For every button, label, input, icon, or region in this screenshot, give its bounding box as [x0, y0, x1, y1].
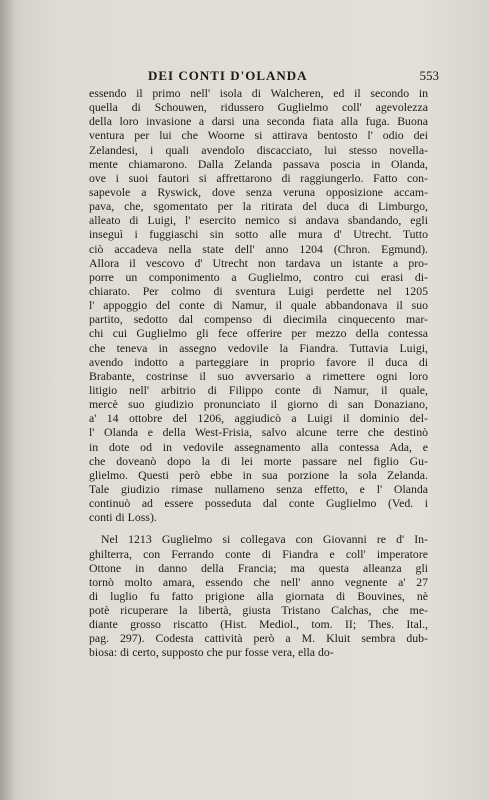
paragraph-gap — [89, 524, 428, 532]
text-line: conti di Loss). — [89, 510, 157, 525]
text-line: l' Olanda e della West-Frisia, salvo alcune terre che destinò — [89, 425, 428, 440]
text-line: Ottone in danno della Francia; ma questa alleanza gli — [89, 560, 428, 575]
running-title: DEI CONTI D'OLANDA — [148, 68, 308, 83]
text-line: pag. 297). Codesta cattività però a M. Kluit sembra dub- — [89, 631, 428, 646]
text-line: alleato di Luigi, l' esercito nemico si andava sbandando, egli — [89, 213, 428, 228]
text-line: ventura per lui che Woorne si attirava bentosto l' odio dei — [89, 128, 428, 143]
text-line: ghilterra, con Ferrando conte di Fiandra e coll' imperatore — [89, 546, 428, 561]
text-line: a' 14 ottobre del 1206, aggiudicò a Luigi il dominio del- — [89, 411, 428, 426]
text-line: chiarato. Per colmo di sventura Luigi perdette nel 1205 — [89, 283, 428, 298]
text-line: sapevole a Ryswick, dove senza veruna opposizione accam- — [89, 184, 428, 199]
text-line: diante grosso riscatto (Hist. Mediol., tom. II; Thes. Ital., — [89, 617, 428, 632]
text-line: ove i suoi fautori si affrettarono di raggiungerlo. Fatto con- — [89, 170, 428, 185]
text-line: Zelandesi, i quali avendolo discacciato, lui stesso novella- — [89, 142, 428, 157]
text-line: Brabante, costrinse il suo avversario a rimettere ogni loro — [89, 368, 428, 383]
text-line: in dote od in vedovile assegnamento alla contessa Ada, e — [89, 439, 428, 454]
text-line: Nel 1213 Guglielmo si collegava con Giovanni re d' In- — [101, 532, 428, 547]
text-line: che teneva in assegno vedovile la Fiandra. Tuttavia Luigi, — [89, 340, 428, 355]
text-line: che doveanò dopo la di lei morte passare nel figlio Gu- — [89, 453, 428, 468]
text-line: l' appoggio del conte di Namur, il quale abbandonava il suo — [89, 298, 428, 313]
text-line: pava, che, sgomentato per la ritirata del duca di Limburgo, — [89, 199, 428, 214]
text-line: chi cui Guglielmo gli fece offerire per mezzo della contessa — [89, 326, 428, 341]
page-body — [89, 86, 428, 660]
text-line: litigio nell' arbitrio di Filippo conte di Namur, il quale, — [89, 382, 428, 397]
text-line: glielmo. Questi però ebbe in sua porzione la sola Zelanda. — [89, 467, 428, 482]
text-line: partito, sedotto dal compenso di diecimila cinquecento mar- — [89, 312, 428, 327]
text-line: mente chiamarono. Dalla Zelanda passava poscia in Olanda, — [89, 156, 428, 171]
running-header — [90, 68, 439, 88]
text-line: ciò accadeva nella state dell' anno 1204 (Chron. Egmund). — [89, 241, 428, 256]
text-line: essendo il primo nell' isola di Walcheren, ed il secondo in — [89, 86, 428, 100]
text-line: di luglio fu fatto prigione alla giornata di Bouvines, nè — [89, 588, 428, 603]
paragraph — [89, 532, 428, 659]
text-line: inseguì i fuggiaschi sin sotto alle mura d' Utrecht. Tutto — [89, 227, 428, 242]
binding-shadow — [0, 0, 18, 800]
text-line: biosa: di certo, supposto che pur fosse vera, ella do- — [89, 645, 334, 660]
text-line: Allora il vescovo d' Utrecht non tardava un istante a pro- — [89, 255, 428, 270]
text-line: potè ricuperare la libertà, giusta Tristano Calchas, che me- — [89, 603, 428, 618]
text-line: porre un componimento a Guglielmo, contro cui erasi di- — [89, 269, 428, 284]
text-line: della loro invasione a darsi una seconda fiata alla fuga. Buona — [89, 114, 428, 129]
text-line: mercè suo giudizio pronunciato il giorno di san Donaziano, — [89, 397, 428, 412]
text-line: avendo indotto a parteggiare in proprio favore il duca di — [89, 354, 428, 369]
text-line: tornò molto amara, essendo che nell' anno vegnente a' 27 — [89, 574, 428, 589]
paragraph — [89, 86, 428, 524]
page-number: 553 — [419, 68, 439, 83]
text-line: quella di Schouwen, ridussero Guglielmo coll' agevolezza — [89, 100, 428, 115]
text-line: continuò ad essere posseduta dal conte Guglielmo (Ved. i — [89, 496, 428, 511]
text-line: Tale giudizio rimase nullameno senza effetto, e l' Olanda — [89, 481, 428, 496]
